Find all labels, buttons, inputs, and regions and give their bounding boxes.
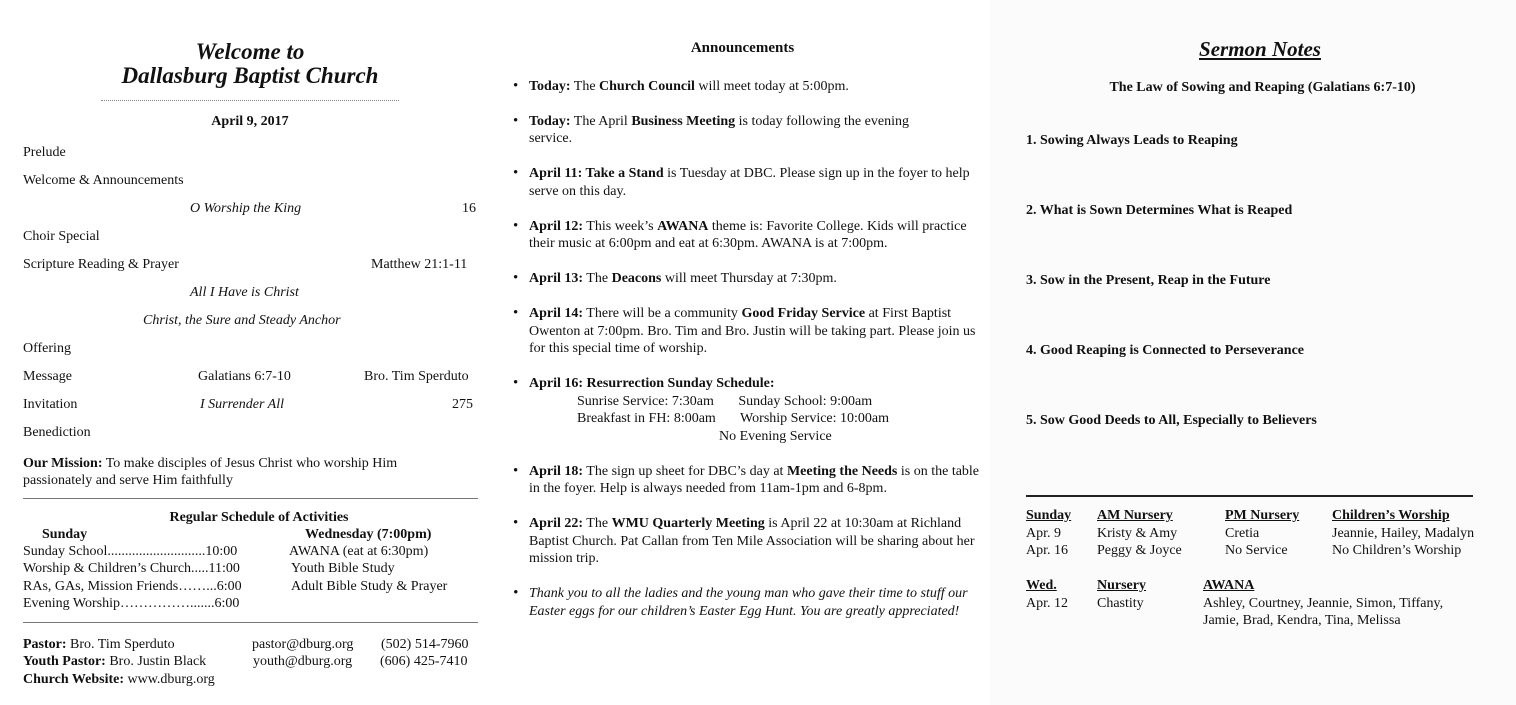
nursery-cell: Apr. 9 <box>1026 526 1061 541</box>
welcome-title-line2: Dallasburg Baptist Church <box>121 63 379 88</box>
mission-line1 <box>23 456 397 472</box>
announcement-item: • April 12: This week’s AWANA theme is: Favorite College. Kids will practice their music at 6:00pm and eat at 6:30pm. AWANA is at 7:00pm. <box>513 218 983 253</box>
song-1: O Worship the King <box>190 201 302 216</box>
mission-line2: passionately and serve Him faithfully <box>23 473 233 488</box>
wed-header: Wed. <box>1026 578 1057 593</box>
nursery-divider <box>1026 495 1473 497</box>
message-speaker: Bro. Tim Sperduto <box>364 369 469 384</box>
offering: Offering <box>23 341 71 356</box>
mission-text: To make disciples of Jesus Christ who worship Him <box>105 456 398 471</box>
resurrection-schedule-line: Sunrise Service: 7:30am Sunday School: 9:00am <box>577 393 873 409</box>
nursery-cell: No Service <box>1225 543 1288 558</box>
wed-header: Nursery <box>1097 578 1146 593</box>
nursery-header: Sunday <box>1026 508 1072 523</box>
schedule-sunday-item: RAs, GAs, Mission Friends……...6:00 <box>23 579 242 594</box>
song-1-number: 16 <box>462 201 476 216</box>
mission-divider <box>23 498 478 499</box>
announcement-item: • Thank you to all the ladies and the young man who gave their time to stuff our Easter eggs for our children’s Easter Egg Hunt. You are greatly appreciated! <box>513 585 983 620</box>
youth-pastor-phone: (606) 425-7410 <box>380 654 468 669</box>
message: Message <box>23 369 72 384</box>
schedule-wednesday-item: AWANA (eat at 6:30pm) <box>289 544 429 559</box>
resurrection-schedule-line: No Evening Service <box>719 428 832 444</box>
wed-header: AWANA <box>1203 578 1255 593</box>
announcement-item: • Today: The April Business Meeting is today following the evening service. <box>513 113 953 148</box>
pastor-label: Pastor: <box>23 637 67 652</box>
nursery-header: Children’s Worship <box>1332 508 1450 523</box>
announcement-item: • April 22: The WMU Quarterly Meeting is April 22 at 10:30am at Richland Baptist Church. Pat Callan from Ten Mile Association will be sharing about her mission trip. <box>513 515 983 568</box>
schedule-wednesday-item: Adult Bible Study & Prayer <box>291 579 448 594</box>
nursery-header: PM Nursery <box>1225 508 1300 523</box>
schedule-divider <box>23 622 478 623</box>
wed-cell: Apr. 12 <box>1026 596 1068 611</box>
title-divider <box>101 100 399 101</box>
sermon-point: 5. Sow Good Deeds to All, Especially to Believers <box>1026 413 1317 428</box>
pastor-name: Bro. Tim Sperduto <box>70 637 175 652</box>
scripture-reading: Scripture Reading & Prayer <box>23 257 179 272</box>
schedule-title: Regular Schedule of Activities <box>169 510 349 525</box>
youth-pastor-email[interactable]: youth@dburg.org <box>253 654 353 669</box>
mission-label: Our Mission: <box>23 456 103 471</box>
sermon-point: 1. Sowing Always Leads to Reaping <box>1026 133 1238 148</box>
sermon-point: 3. Sow in the Present, Reap in the Future <box>1026 273 1271 288</box>
wed-cell: Ashley, Courtney, Jeannie, Simon, Tiffany, <box>1203 596 1444 611</box>
schedule-wednesday-head: Wednesday (7:00pm) <box>305 527 432 542</box>
welcome-title-line1: Welcome to <box>195 39 305 64</box>
website-url[interactable]: www.dburg.org <box>127 672 215 687</box>
service-date: April 9, 2017 <box>211 114 289 129</box>
schedule-wednesday-item: Youth Bible Study <box>291 561 395 576</box>
website-line <box>23 672 215 688</box>
invitation: Invitation <box>23 397 78 412</box>
scripture-reference: Matthew 21:1-11 <box>371 257 468 272</box>
welcome-announcements: Welcome & Announcements <box>23 173 184 188</box>
sermon-point: 4. Good Reaping is Connected to Perseverance <box>1026 343 1305 358</box>
sermon-notes-panel <box>990 0 1516 705</box>
choir-special: Choir Special <box>23 229 100 244</box>
website-label: Church Website: <box>23 672 124 687</box>
schedule-sunday-item: Evening Worship…………….......6:00 <box>23 596 240 611</box>
schedule-sunday-item: Worship & Children’s Church.....11:00 <box>23 561 240 576</box>
wed-cell: Jamie, Brad, Kendra, Tina, Melissa <box>1203 613 1401 628</box>
pastor-phone: (502) 514-7960 <box>381 637 469 652</box>
sermon-notes-title: Sermon Notes <box>1199 37 1321 61</box>
announcement-item: • April 13: The Deacons will meet Thursday at 7:30pm. <box>513 270 983 288</box>
youth-pastor-name: Bro. Justin Black <box>109 654 207 669</box>
youth-pastor-label: Youth Pastor: <box>23 654 106 669</box>
nursery-cell: Jeannie, Hailey, Madalyn <box>1332 526 1475 541</box>
announcement-item: • April 11: Take a Stand is Tuesday at DBC. Please sign up in the foyer to help serve on this day. <box>513 165 983 200</box>
wed-cell: Chastity <box>1097 596 1144 611</box>
sermon-subtitle: The Law of Sowing and Reaping (Galatians 6:7-10) <box>1109 80 1416 95</box>
nursery-cell: Kristy & Amy <box>1097 526 1178 541</box>
song-3: Christ, the Sure and Steady Anchor <box>143 313 341 328</box>
message-reference: Galatians 6:7-10 <box>198 369 291 384</box>
announcements-list <box>513 78 983 638</box>
announcement-item: • April 16: Resurrection Sunday Schedule: Sunrise Service: 7:30am Sunday School: 9:00am Breakfast in FH: 8:00am Worship Service: 10:00am No Evening Service <box>513 375 983 445</box>
schedule-sunday-item: Sunday School............................10:00 <box>23 544 238 559</box>
nursery-cell: Peggy & Joyce <box>1097 543 1182 558</box>
nursery-cell: No Children’s Worship <box>1332 543 1462 558</box>
song-2: All I Have is Christ <box>190 285 299 300</box>
invitation-number: 275 <box>452 397 473 412</box>
announcements-title: Announcements <box>690 40 795 56</box>
schedule-sunday-head: Sunday <box>42 527 88 542</box>
nursery-header: AM Nursery <box>1097 508 1173 523</box>
sermon-point: 2. What is Sown Determines What is Reaped <box>1026 203 1293 218</box>
prelude: Prelude <box>23 145 66 160</box>
announcement-item: • April 18: The sign up sheet for DBC’s day at Meeting the Needs is on the table in the foyer. Help is always needed from 11am-1pm and 6-8pm. <box>513 463 983 498</box>
announcements-panel <box>495 0 990 705</box>
benediction: Benediction <box>23 425 91 440</box>
nursery-cell: Apr. 16 <box>1026 543 1068 558</box>
announcement-item: • April 14: There will be a community Good Friday Service at First Baptist Owenton at 7:00pm. Bro. Tim and Bro. Justin will be taking part. Please join us for this special time of worship. <box>513 305 983 358</box>
nursery-cell: Cretia <box>1225 526 1260 541</box>
pastor-email[interactable]: pastor@dburg.org <box>252 637 354 652</box>
pastor-line <box>23 637 175 653</box>
order-of-worship-panel <box>0 0 495 705</box>
announcement-item: • Today: The Church Council will meet today at 5:00pm. <box>513 78 983 96</box>
resurrection-schedule-line: Breakfast in FH: 8:00am Worship Service: 10:00am <box>577 411 890 426</box>
invitation-song: I Surrender All <box>200 397 284 412</box>
youth-pastor-line <box>23 654 206 670</box>
